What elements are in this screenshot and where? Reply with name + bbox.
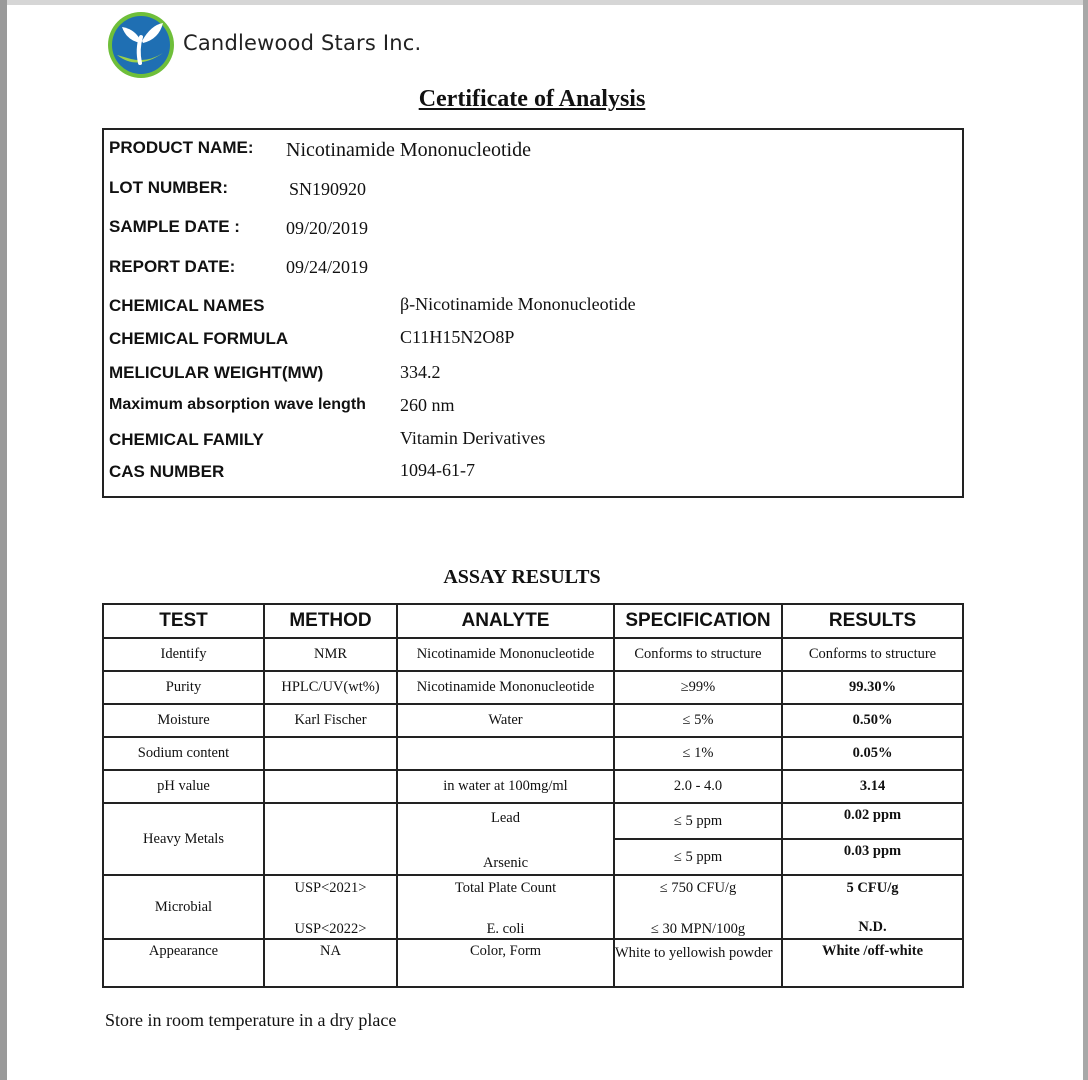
analyte-cell: in water at 100mg/ml — [397, 770, 614, 803]
result-cell: 3.14 — [782, 770, 963, 803]
table-row — [103, 939, 963, 987]
absorption-wavelength-label: Maximum absorption wave length — [109, 396, 366, 413]
spec-cell: Conforms to structure — [614, 638, 782, 671]
result-total-plate-count: 5 CFU/g — [846, 880, 899, 896]
method-cell — [264, 737, 397, 770]
column-header-test: TEST — [103, 604, 264, 638]
result-cell: 99.30% — [782, 671, 963, 704]
result-cell — [782, 875, 963, 939]
spec-cell: ≥99% — [614, 671, 782, 704]
lot-number-value: SN190920 — [289, 179, 367, 199]
result-cell: Conforms to structure — [782, 638, 963, 671]
column-header-analyte: ANALYTE — [397, 604, 614, 638]
chemical-formula-label: CHEMICAL FORMULA — [109, 329, 289, 348]
method-cell — [264, 875, 397, 939]
column-header-specification: SPECIFICATION — [614, 604, 782, 638]
table-row — [103, 671, 963, 704]
spec-cell: ≤ 5 ppm — [614, 839, 782, 875]
analyte-cell: Color, Form — [397, 939, 614, 987]
absorption-wavelength-value: 260 nm — [400, 395, 455, 415]
analyte-cell — [397, 737, 614, 770]
result-cell: 0.50% — [782, 704, 963, 737]
test-cell: Sodium content — [103, 737, 264, 770]
method-usp-2021: USP<2021> — [294, 880, 367, 896]
table-row — [103, 737, 963, 770]
method-cell — [264, 803, 397, 875]
cas-number-value: 1094-61-7 — [400, 460, 475, 480]
method-usp-2022: USP<2022> — [294, 921, 367, 937]
chemical-family-label: CHEMICAL FAMILY — [109, 430, 264, 449]
product-name-value: Nicotinamide Mononucleotide — [286, 139, 531, 161]
analyte-cell: Nicotinamide Mononucleotide — [397, 638, 614, 671]
analyte-cell — [397, 875, 614, 939]
assay-results-table — [102, 603, 964, 988]
report-date-value: 09/24/2019 — [286, 257, 369, 277]
test-cell: Appearance — [103, 939, 264, 987]
spec-cell — [614, 875, 782, 939]
table-row — [103, 638, 963, 671]
chemical-names-label: CHEMICAL NAMES — [109, 296, 265, 315]
product-info-box — [102, 128, 964, 498]
test-cell: Moisture — [103, 704, 264, 737]
analyte-cell: Nicotinamide Mononucleotide — [397, 671, 614, 704]
method-cell: HPLC/UV(wt%) — [264, 671, 397, 704]
chemical-family-value: Vitamin Derivatives — [400, 428, 546, 448]
analyte-cell: Water — [397, 704, 614, 737]
sample-date-label: SAMPLE DATE : — [109, 217, 240, 236]
table-header-row — [103, 604, 963, 638]
product-name-label: PRODUCT NAME: — [109, 138, 254, 157]
chemical-formula-value: C11H15N2O8P — [400, 327, 515, 347]
page-top-edge — [0, 0, 1088, 5]
spec-cell: 2.0 - 4.0 — [614, 770, 782, 803]
cas-number-label: CAS NUMBER — [109, 462, 225, 481]
spec-cell: ≤ 5 ppm — [614, 803, 782, 839]
page-left-edge — [0, 0, 7, 1080]
molecular-weight-label: MELICULAR WEIGHT(MW) — [109, 363, 324, 382]
report-date-label: REPORT DATE: — [109, 257, 236, 276]
company-name: Candlewood Stars Inc. — [183, 31, 422, 55]
method-cell — [264, 770, 397, 803]
storage-note: Store in room temperature in a dry place — [105, 1010, 397, 1030]
method-cell: NMR — [264, 638, 397, 671]
column-header-results: RESULTS — [782, 604, 963, 638]
result-cell: White /off-white — [782, 939, 963, 987]
method-cell: Karl Fischer — [264, 704, 397, 737]
analyte-arsenic: Arsenic — [482, 855, 529, 871]
assay-results-title: ASSAY RESULTS — [443, 566, 601, 588]
test-cell: Purity — [103, 671, 264, 704]
result-e-coli: N.D. — [858, 919, 887, 935]
analyte-cell — [397, 803, 614, 875]
table-row — [103, 803, 963, 839]
sample-date-value: 09/20/2019 — [286, 218, 369, 238]
result-cell: 0.02 ppm — [782, 803, 963, 839]
table-row — [103, 770, 963, 803]
analyte-e-coli: E. coli — [486, 921, 525, 937]
analyte-total-plate-count: Total Plate Count — [454, 880, 557, 896]
test-cell: Microbial — [103, 875, 264, 939]
spec-cell: White to yellowish powder — [614, 939, 782, 987]
spec-e-coli: ≤ 30 MPN/100g — [650, 921, 746, 937]
spec-cell: ≤ 1% — [614, 737, 782, 770]
test-cell: pH value — [103, 770, 264, 803]
result-cell: 0.05% — [782, 737, 963, 770]
test-cell: Heavy Metals — [103, 803, 264, 875]
table-row — [103, 875, 963, 939]
document-title: Certificate of Analysis — [418, 86, 646, 112]
result-cell: 0.03 ppm — [782, 839, 963, 875]
table-row — [103, 704, 963, 737]
column-header-method: METHOD — [264, 604, 397, 638]
method-cell: NA — [264, 939, 397, 987]
chemical-names-value: β-Nicotinamide Mononucleotide — [400, 294, 636, 314]
page-right-edge — [1083, 0, 1088, 1080]
analyte-lead: Lead — [491, 810, 520, 826]
lot-number-label: LOT NUMBER: — [109, 178, 228, 197]
spec-total-plate-count: ≤ 750 CFU/g — [659, 880, 737, 896]
spec-cell: ≤ 5% — [614, 704, 782, 737]
leaf-person-logo-icon — [107, 11, 175, 79]
test-cell: Identify — [103, 638, 264, 671]
molecular-weight-value: 334.2 — [400, 362, 441, 382]
